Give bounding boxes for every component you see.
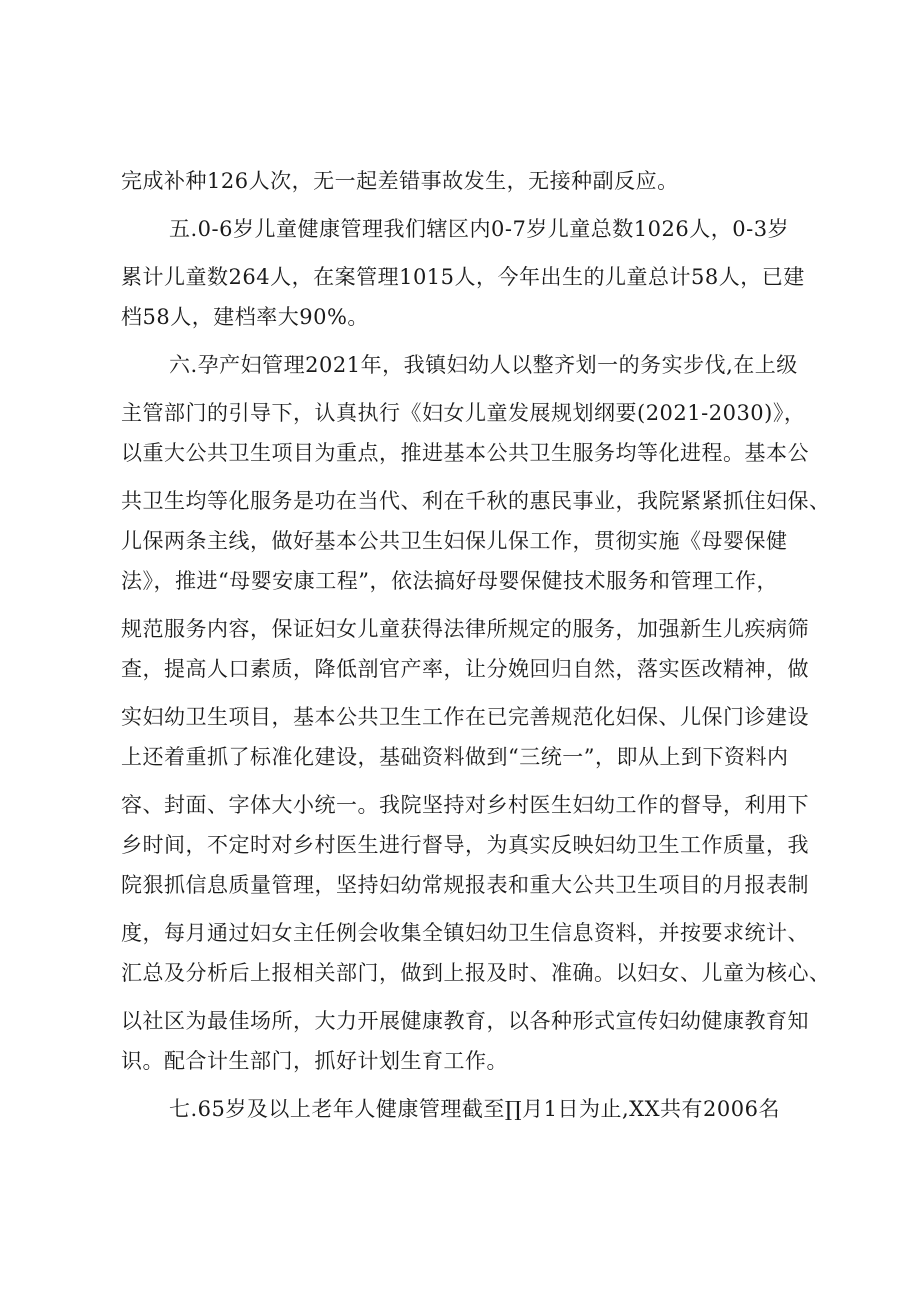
text-line: 主管部门的引导下，认真执行《妇女儿童发展规划纲要(2021-2030)》， [121, 401, 806, 425]
text-line: 档58人，建档率大90%。 [121, 305, 369, 329]
text-line: 七.65岁及以上老年人健康管理截至∏月1日为止,XX共有2006名 [169, 1097, 780, 1121]
text-line: 实妇幼卫生项目，基本公共卫生工作在已完善规范化妇保、儿保门诊建设 [121, 705, 809, 729]
text-line: 度，每月通过妇女主任例会收集全镇妇幼卫生信息资料，并按要求统计、 [121, 921, 809, 945]
text-line: 院狠抓信息质量管理，坚持妇幼常规报表和重大公共卫生项目的月报表制 [121, 873, 809, 897]
text-line: 共卫生均等化服务是功在当代、利在千秋的惠民事业，我院紧紧抓住妇保、 [121, 489, 831, 513]
text-line: 法》，推进“母婴安康工程”，依法搞好母婴保健技术服务和管理工作， [121, 569, 778, 593]
text-line: 汇总及分析后上报相关部门，做到上报及时、准确。以妇女、儿童为核心、 [121, 961, 831, 985]
text-line: 乡时间，不定时对乡村医生进行督导，为真实反映妇幼卫生工作质量，我 [121, 833, 809, 857]
text-line: 规范服务内容，保证妇女儿童获得法律所规定的服务，加强新生儿疾病筛 [121, 617, 809, 641]
text-line: 完成补种126人次，无一起差错事故发生，无接种副反应。 [121, 169, 679, 193]
text-line: 识。配合计生部门，抓好计划生育工作。 [121, 1049, 508, 1073]
text-line: 以社区为最佳场所，大力开展健康教育，以各种形式宣传妇幼健康教育知 [121, 1009, 809, 1033]
text-line: 以重大公共卫生项目为重点，推进基本公共卫生服务均等化进程。基本公 [121, 441, 809, 465]
text-line: 查，提高人口素质，降低剖官产率，让分娩回归自然，落实医改精神，做 [121, 657, 809, 681]
text-line: 六.孕产妇管理2021年，我镇妇幼人以整齐划一的务实步伐,在上级 [169, 353, 798, 377]
text-line: 儿保两条主线，做好基本公共卫生妇保儿保工作，贯彻实施《母婴保健 [121, 529, 788, 553]
text-line: 五.0-6岁儿童健康管理我们辖区内0-7岁儿童总数1026人，0-3岁 [169, 217, 790, 241]
text-line: 累计儿童数264人，在案管理1015人，今年出生的儿童总计58人，已建 [121, 265, 805, 289]
text-line: 上还着重抓了标准化建设，基础资料做到“三统一”，即从上到下资料内 [121, 745, 789, 769]
text-line: 容、封面、字体大小统一。我院坚持对乡村医生妇幼工作的督导，利用下 [121, 793, 809, 817]
